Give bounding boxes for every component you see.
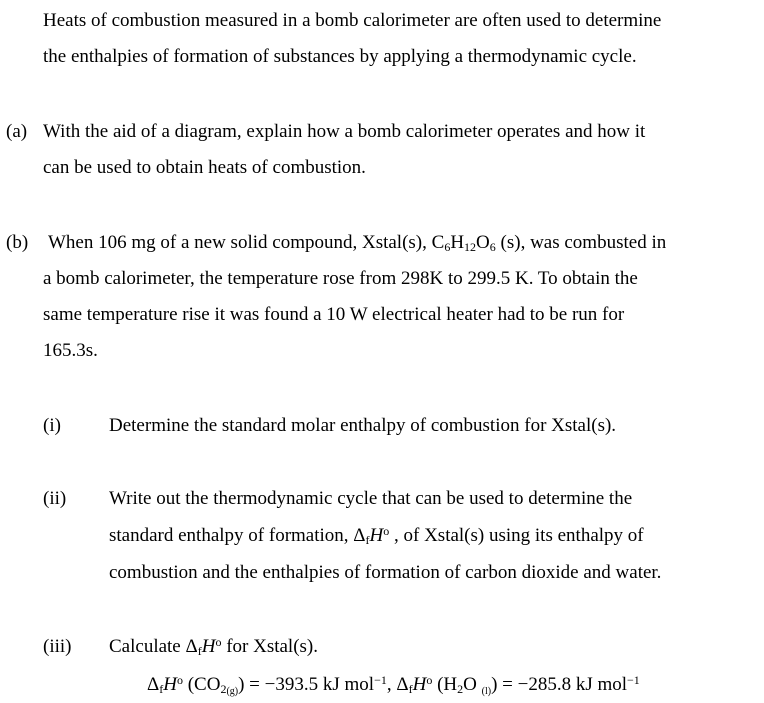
intro-line-1: Heats of combustion measured in a bomb calorimeter are often used to determine	[43, 10, 662, 31]
formation-data-line	[147, 673, 640, 697]
sub-ii-line-3: combustion and the enthalpies of formation of carbon dioxide and water.	[109, 562, 662, 583]
unit-exponent: −1	[374, 673, 387, 687]
formula-h: H	[450, 232, 465, 253]
part-b-line-1-post: (s), was combusted in	[495, 232, 667, 253]
part-a-line-2: can be used to obtain heats of combustion.	[43, 157, 366, 178]
formula-sub-h: 12	[464, 240, 477, 254]
delta-f-sub: f	[197, 644, 202, 658]
h2o-o: O	[463, 674, 482, 695]
h2o-sub: 2	[457, 682, 464, 696]
sub-ii-line-2	[109, 524, 644, 548]
enthalpy-symbol: H	[412, 674, 427, 695]
standard-state-sup: o	[383, 524, 390, 538]
part-b-line-3: same temperature rise it was found a 10 W electrical heater had to be run for	[43, 304, 625, 325]
enthalpy-symbol: H	[369, 525, 384, 546]
co2-phase: (g)	[226, 686, 239, 697]
sub-i-line-1: Determine the standard molar enthalpy of combustion for Xstal(s).	[109, 415, 617, 436]
standard-state-sup: o	[426, 673, 433, 687]
standard-state-sup: o	[215, 635, 222, 649]
co2-open: (CO	[182, 674, 221, 695]
sub-iii-line-1	[109, 635, 318, 659]
standard-state-sup: o	[176, 673, 183, 687]
unit-exponent: −1	[627, 673, 640, 687]
enthalpy-symbol: H	[163, 674, 177, 695]
sub-ii-line-1: Write out the thermodynamic cycle that can be used to determine the	[109, 488, 633, 509]
delta-f-sub: f	[408, 682, 413, 696]
sub-ii-line-2-post: , of Xstal(s) using its enthalpy of	[389, 525, 644, 546]
sub-iii-line-1-post: for Xstal(s).	[221, 636, 319, 657]
part-b-line-1	[48, 231, 666, 255]
enthalpy-symbol: H	[201, 636, 216, 657]
co2-value: ) = −393.5 kJ mol	[238, 674, 375, 695]
sub-iii-label: (iii)	[43, 636, 72, 657]
formula-sub-c: 6	[444, 240, 451, 254]
formula-o: O	[476, 232, 490, 253]
delta-symbol: Δ	[147, 674, 160, 695]
h2o-open: (H	[432, 674, 458, 695]
sub-i-label: (i)	[43, 415, 61, 436]
co2-sub: 2	[220, 682, 227, 696]
sub-iii-line-1-pre: Calculate Δ	[109, 636, 198, 657]
delta-f-sub: f	[159, 682, 164, 696]
delta-f-sub: f	[365, 533, 370, 547]
formula-sub-o: 6	[489, 240, 496, 254]
part-b-label: (b)	[6, 232, 29, 253]
intro-line-2: the enthalpies of formation of substances by applying a thermodynamic cycle.	[43, 46, 637, 67]
part-b-line-1-pre: When 106 mg of a new solid compound, Xstal(s), C	[48, 232, 445, 253]
part-b-line-4: 165.3s.	[43, 340, 98, 361]
sub-ii-line-2-pre: standard enthalpy of formation, Δ	[109, 525, 366, 546]
sub-ii-label: (ii)	[43, 488, 67, 509]
h2o-phase: (l)	[481, 686, 492, 697]
part-a-label: (a)	[6, 121, 28, 142]
part-b-line-2: a bomb calorimeter, the temperature rose from 298K to 299.5 K. To obtain the	[43, 268, 638, 289]
part-a-line-1: With the aid of a diagram, explain how a bomb calorimeter operates and how it	[43, 121, 646, 142]
h2o-value: ) = −285.8 kJ mol	[491, 674, 628, 695]
separator: , Δ	[386, 674, 409, 695]
